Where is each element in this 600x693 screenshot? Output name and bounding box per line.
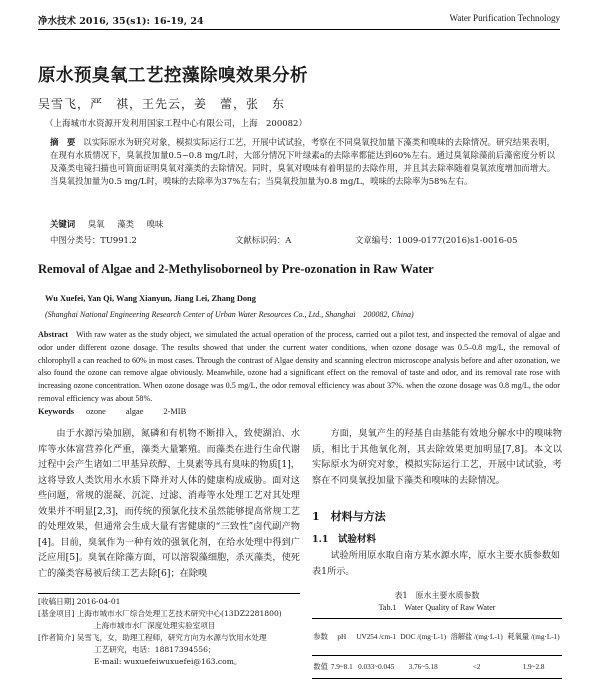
journal-header-cn: 净水技术 2016, 35(s1): 16-19, 24: [38, 16, 204, 27]
keywords-en-label: Keywords: [38, 407, 74, 416]
keyword-en: algae: [125, 407, 144, 416]
body-text-right: 方面，臭氧产生的羟基自由基能有效地分解水中的嗅味物质，相比于其他氧化剂，其去除效果更加明显[7,8]。本文以实际原水为研究对象，模拟实际运行工艺，开展中试试验，考察在不同臭氧投加量下藻类和嗅味的去除情况。: [312, 428, 562, 486]
paper-title-en: Removal of Algae and 2-Methylisoborneol by Pre-ozonation in Raw Water: [38, 262, 434, 276]
keyword-en: ozone: [86, 407, 106, 416]
keyword-en: 2-MIB: [163, 407, 187, 416]
footnote-received: [收稿日期] 2016-04-01: [38, 597, 121, 606]
keywords-cn: [50, 218, 173, 230]
table-header: DOC /(mg·L-1): [398, 619, 448, 656]
table-cell: 0.033~0.045: [354, 656, 398, 679]
table-row: [312, 656, 562, 679]
keywords-cn-label: 关键词: [50, 219, 76, 229]
table-cell: <2: [448, 656, 505, 679]
table-cell: 7.9~8.1: [329, 656, 354, 679]
table-header: 耗氧量 /(mg·L-1): [505, 619, 562, 656]
table-cell: 数值: [312, 656, 329, 679]
affiliation-cn: （上海城市水资源开发利用国家工程中心有限公司，上海 200082）: [45, 119, 307, 129]
authors-en: Wu Xuefei, Yan Qi, Wang Xianyun, Jiang Lei, Zhang Dong: [45, 294, 256, 303]
keywords-en: [38, 407, 204, 416]
keyword-cn: 臭氧: [87, 219, 105, 229]
abstract-cn-text: 以实际原水为研究对象，模拟实际运行工艺，开展中试试验，考察在不同臭氧投加量下藻类和嗅味的去除情况。研究结果表明，在现有水质情况下，臭氧投加量0.5~0.8 mg/L时，大部分情况下叶绿素a的去除率都能达到60%左右。通过臭氧除藻前后藻密度分析以及藻类电镜扫描也可简面证明臭氧对藻类的去除情况。同时，臭氧对嗅味有着明显的去除作用，并且其去除率随着臭氧浓度增加而增大。当臭氧投加量为0.5 mg/L时，嗅味的去除率为37%左右；当臭氧投加量为0.8 mg/L，嗅味的去除率为58%左右。: [50, 137, 556, 186]
section-heading: 1 材料与方法: [312, 510, 386, 523]
journal-header-en: Water Purification Technology: [449, 13, 560, 23]
keyword-cn: 藻类: [117, 219, 134, 229]
table-caption-cn: 表1 原水主要水质参数: [394, 591, 480, 600]
abstract-cn: [50, 136, 555, 188]
authors-cn: 吴雪飞，严 祺，王先云，姜 蕾，张 东: [38, 97, 286, 111]
footnote-author: [作者简介] 吴雪飞，女，助理工程师，研究方向为水源与饮用水处理: [38, 633, 267, 642]
document-code: 文献标识码：A: [235, 235, 292, 245]
classification-line: [50, 234, 555, 246]
table-cell: 3.76~5.18: [398, 656, 448, 679]
water-quality-table: [312, 618, 562, 679]
table-header: pH: [329, 619, 354, 656]
table-header: 溶解盐 /(mg·L-1): [448, 619, 505, 656]
footnote-fund-cont: 上海市城市水厂深度处理实验室项目: [94, 621, 216, 630]
footnote-email: E-mail: wuxuefeiwuxuefei@163.com。: [94, 657, 242, 666]
table-caption-en: Tab.1 Water Quality of Raw Water: [378, 603, 496, 612]
body-text-left: 由于水源污染加剧，氮磷和有机物不断排入，致使湖泊、水库等水体富营养化严重，藻类大量繁殖。而藻类在进行生命代谢过程中会产生诸如二甲基异莰醇、土臭素等具有臭味的物质[1]，这将导致人类饮用水水质下降并对人体的健康构成威胁。面对这些问题，常规的混凝、沉淀、过滤、消毒等水处理工艺对其处理效果并不明显[2,3]，而传统的预氯化技术虽然能够提高常规工艺的处理效果，但通常会生成大量有害健康的“三致性”卤代副产物[4]。目前，臭氧作为一种有效的强氧化剂，在给水处理中得到广泛应用[5]。臭氧在除藻方面，可以溶裂藻细胞，杀灭藻类，使死亡的藻类容易被后续工艺去除[6]；在除嗅: [38, 428, 300, 579]
abstract-en: [38, 329, 560, 406]
footnote-rule: [38, 593, 300, 594]
table-header-row: [312, 619, 562, 656]
footnotes: [38, 596, 300, 668]
abstract-en-text: With raw water as the study object, we simulated the actual operation of the process, carried out a pilot test, and inspected the removal of algae and odor under different ozone dosage. The results showed that under the current water conditions, when ozone dosage was 0.5–0.8 mg/L, the removal of chlorophyll a can reached to 60% in most cases. Through the contrast of Algae density and scanning electron microscope analysis before and after ozonation, we also found the ozone can remove algae obviously. Meanwhile, ozone had a significant effect on the removal of taste and odor, and its removal rate rose with increasing ozone concentration. When ozone dosage was 0.5 mg/L, the odor removal efficiency was about 37%. when the ozone dosage was 0.8 mg/L, the odor removal efficiency was about 58%.: [38, 330, 560, 403]
footnote-author-cont: 工艺研究，电话：18817394556；: [94, 645, 216, 654]
abstract-en-label: Abstract: [38, 330, 69, 339]
table-cell: 1.9~2.8: [505, 656, 562, 679]
keyword-cn: 嗅味: [146, 219, 164, 229]
footnote-fund: [基金项目] 上海市城市水厂综合处理工艺技术研究中心(13DZ2281800): [38, 609, 282, 618]
body-text-materials: 试验所用原水取自南方某水源水库，原水主要水质参数如表1所示。: [312, 550, 561, 577]
article-number: 文章编号：1009-0177(2016)s1-0016-05: [355, 235, 518, 245]
paper-title-cn: 原水预臭氧工艺控藻除嗅效果分析: [38, 66, 308, 86]
subsection-heading: 1.1 试验材料: [312, 534, 377, 545]
affiliation-en: (Shanghai National Engineering Research Center of Urban Water Resources Co., Ltd., Shanghai 200082, China): [45, 310, 414, 319]
clc-number: 中图分类号：TU991.2: [50, 235, 137, 245]
table-header: 参数: [312, 619, 329, 656]
abstract-cn-label: 摘 要: [50, 137, 76, 147]
header-rule: [38, 29, 560, 30]
table-header: UV254 /cm-1: [354, 619, 398, 656]
